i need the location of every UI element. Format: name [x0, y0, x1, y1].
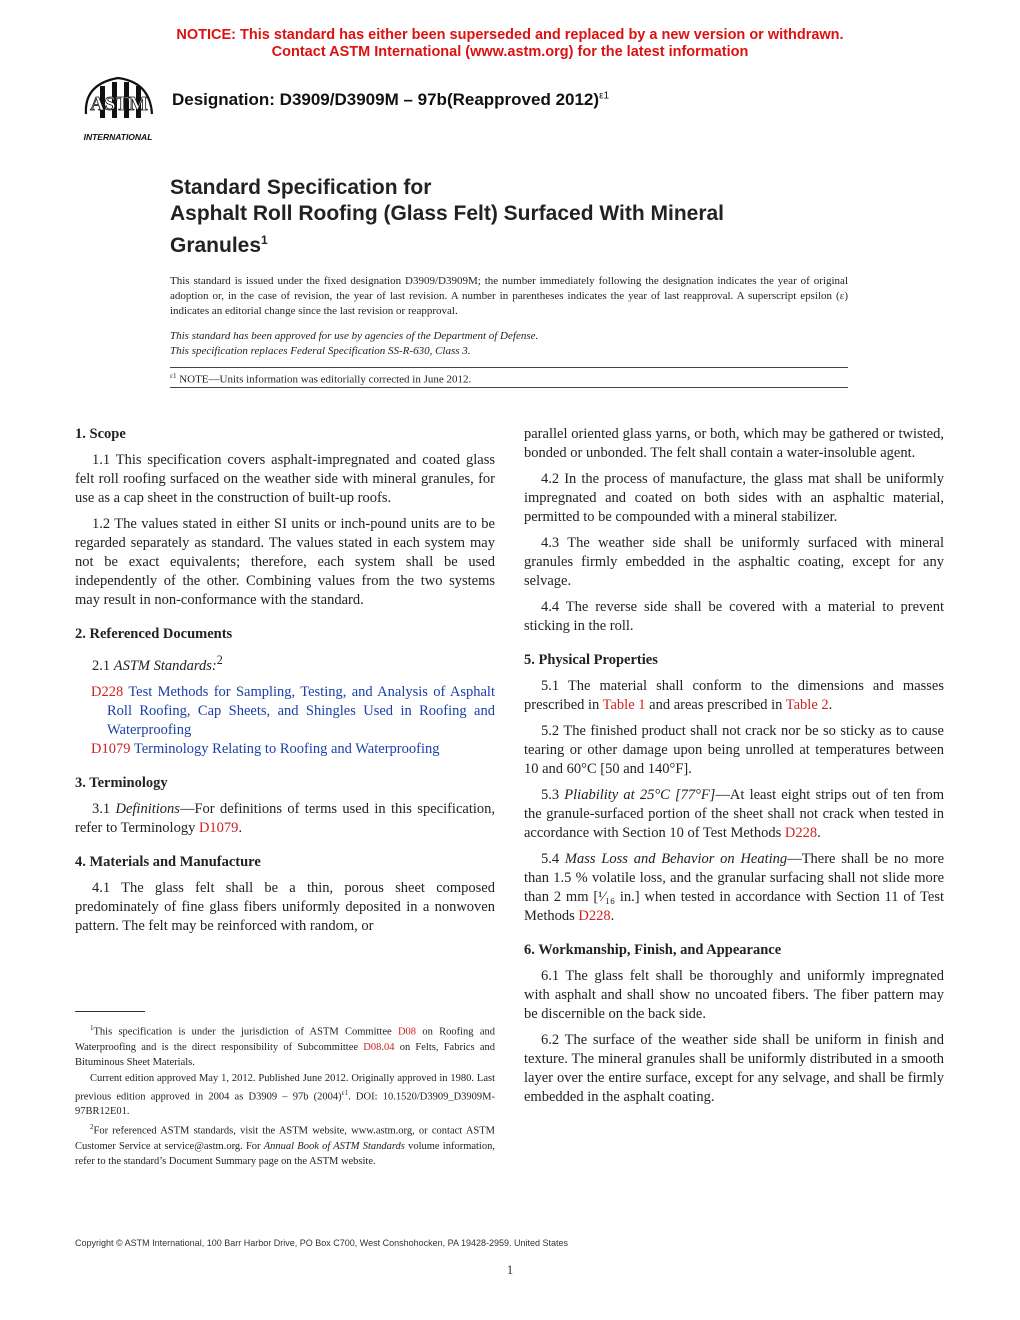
paragraph [524, 677, 944, 715]
paragraph: 4.4 The reverse side shall be covered with a material to prevent sticking in the roll. [524, 599, 944, 634]
paragraph: 4.2 In the process of manufacture, the glass mat shall be uniformly impregnated and coated on both sides with an asphaltic material, permitted to be compounded with a mineral stabilizer. [524, 471, 944, 525]
section-heading: 3. Terminology [75, 774, 168, 791]
paragraph: 5.2 The finished product shall not crack nor be so sticky as to cause tearing or other damage upon being unrolled at temperatures between 10 and 60°C [50 and 140°F]. [524, 723, 944, 777]
section-terminology [75, 774, 495, 838]
para-text: and areas prescribed in [645, 697, 786, 713]
reference-item[interactable] [75, 740, 495, 759]
logo-text: ASTM [90, 93, 148, 115]
footnote-mark: 1 [90, 1024, 94, 1032]
page-number: 1 [506, 1262, 514, 1277]
italic-term: ASTM Standards: [113, 657, 217, 674]
footnotes [75, 1021, 495, 1170]
footnote-1 [75, 1021, 495, 1070]
approval-line-2: This specification replaces Federal Specification SS-R-630, Class 3. [170, 345, 471, 357]
subcommittee-link[interactable]: D08.04 [363, 1041, 395, 1053]
reference-link[interactable]: D228 [784, 825, 818, 841]
section-heading: 4. Materials and Manufacture [75, 853, 261, 870]
document-title [170, 175, 850, 259]
section-heading: 2. Referenced Documents [75, 626, 233, 642]
astm-logo [74, 72, 164, 144]
footnote-text: on Felts, Fabrics and Bituminous Sheet Materials. [75, 1041, 495, 1068]
italic-term: Pliability at 25°C [77°F] [564, 787, 716, 803]
footnote-1-edition [75, 1071, 495, 1120]
para-number: 5.4 [541, 851, 565, 867]
reference-code-link[interactable]: D228 [91, 683, 124, 700]
section-physical-properties [524, 651, 944, 926]
approval-line-1: This standard has been approved for use by agencies of the Department of Defense. [170, 330, 539, 342]
divider-bottom [170, 387, 848, 388]
section-workmanship [524, 941, 944, 1107]
paragraph [524, 850, 944, 926]
title-line-3 [170, 227, 850, 259]
title-line-1: Standard Specification for [170, 176, 432, 199]
notice-banner [0, 27, 1020, 61]
footnote-text: Current edition approved May 1, 2012. Published June 2012. Originally approved in 1980. Last previous edition approved in 2004 as D3909 – 97b (2004) [75, 1072, 495, 1102]
footnote-mark: 2 [90, 1123, 94, 1131]
para-text: —For definitions of terms used in this specification, refer to Terminology [75, 800, 496, 836]
paragraph [75, 800, 495, 838]
footnote-text: This specification is under the jurisdiction of ASTM Committee [93, 1026, 398, 1038]
designation [172, 90, 609, 110]
table-2-link[interactable]: Table 2 [785, 697, 829, 713]
editorial-note [170, 372, 471, 386]
designation-text: Designation: D3909/D3909M – 97b(Reapproved 2012) [172, 90, 600, 109]
section-heading: 5. Physical Properties [524, 652, 658, 668]
reference-code-link[interactable]: D1079 [91, 740, 131, 757]
para-end: . [238, 819, 243, 836]
paragraph: 4.3 The weather side shall be uniformly surfaced with mineral granules firmly embedded in the asphaltic coating, except for any selvage. [524, 535, 944, 589]
paragraph: 4.1 The glass felt shall be a thin, porous sheet composed predominately of fine glass fibers uniformly deposited in a nonwoven pattern. The felt may be reinforced with random, or [75, 879, 495, 934]
paragraph: 6.2 The surface of the weather side shall be uniform in finish and texture. The mineral granules shall be uniformly distributed in a smooth layer over the entire surface, except for any selvage, and shall be firmly embedded in the asphalt coating. [524, 1032, 944, 1105]
paragraph: 1.1 This specification covers asphalt-impregnated and coated glass felt roll roofing surfaced on the weather side with mineral granules, for use as a cap sheet in the construction of built-up roofs. [75, 452, 495, 506]
divider-top [170, 367, 848, 368]
para-text: —At least eight strips out of ten from the granule-surfaced portion of the sheet shall not crack when tested in accordance with Section 10 of Test Methods [524, 787, 944, 841]
paragraph: 6.1 The glass felt shall be thoroughly and uniformly impregnated with asphalt and shall show no uncoated fibers. The fiber pattern may be discernible on the back side. [524, 968, 944, 1022]
notice-line-1: NOTICE: This standard has either been superseded and replaced by a new version or withdrawn. [176, 27, 844, 43]
section-referenced-documents [75, 625, 495, 759]
paragraph: 1.2 The values stated in either SI units or inch-pound units are to be regarded separately as standard. The values stated in each system may not be exact equivalents; therefore, each system shall be used independently of the other. Combining values from the two systems may result in non-conformance with the standard. [75, 516, 495, 608]
para-end: . [610, 908, 615, 924]
para-text: 5.1 The material shall conform to the dimensions and masses prescribed in [524, 678, 944, 713]
paragraph [75, 651, 495, 676]
reference-item[interactable] [75, 683, 495, 740]
title-footnote-mark: 1 [261, 233, 268, 247]
section-heading: 6. Workmanship, Finish, and Appearance [524, 942, 782, 958]
table-1-link[interactable]: Table 1 [602, 697, 646, 713]
para-end: . [817, 825, 821, 841]
editorial-note-sup: ε1 [170, 372, 177, 380]
right-column [524, 425, 944, 1122]
committee-link[interactable]: D08 [397, 1026, 417, 1038]
section-materials [75, 853, 495, 936]
section-heading: 1. Scope [75, 426, 126, 442]
reference-list [75, 683, 495, 759]
para-end: . [828, 697, 833, 713]
reference-title-link[interactable]: Terminology Relating to Roofing and Waterproofing [130, 740, 440, 757]
notice-line-2: Contact ASTM International (www.astm.org) for the latest information [271, 44, 749, 60]
title-line-3-text: Granules [170, 234, 262, 257]
title-line-2: Asphalt Roll Roofing (Glass Felt) Surfaced With Mineral [170, 202, 725, 225]
paragraph: parallel oriented glass yarns, or both, which may be gathered or twisted, bonded or unbonded. The felt shall contain a water-insoluble agent. [524, 426, 944, 461]
footnote-text: on Roofing and Waterproofing and is the direct responsibility of Subcommittee [75, 1026, 495, 1053]
footnote-2 [75, 1120, 495, 1169]
para-number: 2.1 [92, 657, 114, 674]
reference-title-link[interactable]: Test Methods for Sampling, Testing, and Analysis of Asphalt Roll Roofing, Cap Sheets, and Shingles Used in Roofing and Waterproofing [107, 683, 495, 738]
intro-paragraph: This standard is issued under the fixed designation D3909/D3909M; the number immediately following the designation indicates the year of original adoption or, in the case of revision, the year of last revision. A number in parentheses indicates the year of last reapproval. A superscript epsilon (ε) indicates an editorial change since the last revision or reapproval. [170, 275, 848, 317]
footnote-text: . DOI: 10.1520/D3909_D3909M-97BR12E01. [75, 1091, 495, 1117]
paragraph [524, 786, 944, 843]
footnote-text: volume information, refer to the standard’s Document Summary page on the ASTM website. [75, 1140, 495, 1167]
logo-subtext: INTERNATIONAL [83, 132, 153, 142]
italic-term: Definitions [115, 800, 180, 817]
designation-sup: ε1 [599, 90, 610, 102]
editorial-note-text: NOTE—Units information was editorially corrected in June 2012. [176, 373, 472, 386]
footnote-sup: ε1 [341, 1088, 349, 1097]
para-number: 5.3 [541, 787, 565, 803]
para-number: 3.1 [92, 800, 116, 817]
footnote-rule [75, 1011, 145, 1012]
para-text: —There shall be no more than 1.5 % volatile loss, and the granular surfacing shall not slide more than 2 mm [¹⁄₁₆ in.] when tested in accordance with Section 11 of Test Methods [524, 851, 945, 924]
copyright: Copyright © ASTM International, 100 Barr Harbor Drive, PO Box C700, West Conshohocken, PA 19428-2959. United States [75, 1238, 569, 1248]
footnote-italic: Annual Book of ASTM Standards [263, 1140, 405, 1152]
section-materials-continued [524, 425, 944, 636]
reference-link[interactable]: D228 [578, 908, 611, 924]
italic-term: Mass Loss and Behavior on Heating [564, 851, 788, 867]
left-column [75, 425, 495, 951]
section-scope [75, 425, 495, 610]
footnote-text: For referenced ASTM standards, visit the ASTM website, www.astm.org, or contact ASTM Customer Service at service@astm.org. For [75, 1125, 495, 1152]
approval-notes [170, 329, 848, 359]
reference-link[interactable]: D1079 [198, 819, 239, 836]
footnote-mark: 2 [216, 653, 223, 667]
